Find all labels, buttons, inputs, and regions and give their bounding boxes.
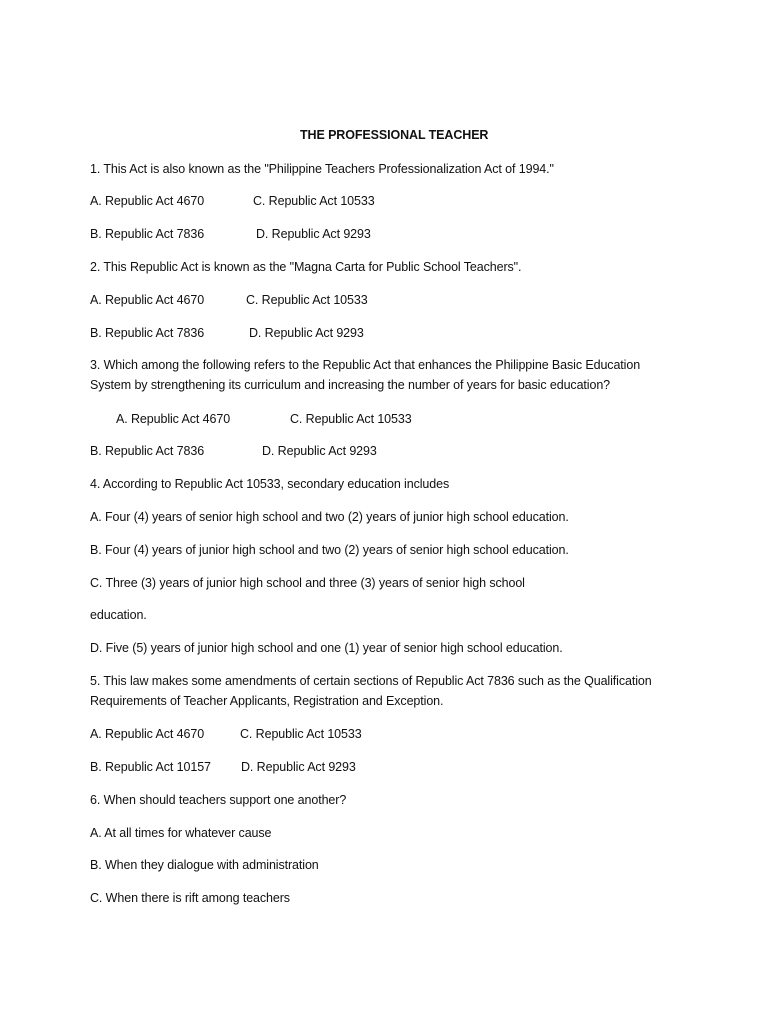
question-4-stem: 4. According to Republic Act 10533, secondary education includes [90,477,450,491]
question-6-stem: 6. When should teachers support one another? [90,793,347,807]
question-3-option-b: B. Republic Act 7836 [90,444,205,458]
question-4-option-d: D. Five (5) years of junior high school and one (1) year of senior high school education. [90,641,563,655]
question-2-option-a: A. Republic Act 4670 [90,293,205,307]
question-2-option-d: D. Republic Act 9293 [249,326,364,340]
document-title: THE PROFESSIONAL TEACHER [300,128,489,142]
question-3-option-c: C. Republic Act 10533 [290,412,412,426]
question-4-option-c-continued: education. [90,608,147,622]
question-3-option-a: A. Republic Act 4670 [116,412,231,426]
question-1-option-d: D. Republic Act 9293 [256,227,371,241]
question-5-option-d: D. Republic Act 9293 [241,760,356,774]
question-6-option-c: C. When there is rift among teachers [90,891,290,905]
question-1-option-c: C. Republic Act 10533 [253,194,375,208]
question-4-option-b: B. Four (4) years of junior high school and two (2) years of senior high school education. [90,543,569,557]
question-3-stem: 3. Which among the following refers to the Republic Act that enhances the Philippine Basic Education System by strengthening its curriculum and increasing the number of years for basic education? [90,358,641,392]
question-4-option-c: C. Three (3) years of junior high school and three (3) years of senior high school [90,576,525,590]
question-2-option-c: C. Republic Act 10533 [246,293,368,307]
question-2-option-b: B. Republic Act 7836 [90,326,205,340]
question-5-option-b: B. Republic Act 10157 [90,760,211,774]
question-1-option-b: B. Republic Act 7836 [90,227,205,241]
question-6-option-a: A. At all times for whatever cause [90,826,272,840]
question-5-stem: 5. This law makes some amendments of certain sections of Republic Act 7836 such as the Qualification Requirements of Teacher Applicants, Registration and Exception. [90,674,652,708]
question-6-option-b: B. When they dialogue with administration [90,858,319,872]
question-1-option-a: A. Republic Act 4670 [90,194,205,208]
question-5-option-a: A. Republic Act 4670 [90,727,205,741]
question-5-option-c: C. Republic Act 10533 [240,727,362,741]
question-3-option-d: D. Republic Act 9293 [262,444,377,458]
question-4-option-a: A. Four (4) years of senior high school and two (2) years of junior high school education. [90,510,569,524]
question-1-stem: 1. This Act is also known as the "Philippine Teachers Professionalization Act of 1994." [90,162,554,176]
question-2-stem: 2. This Republic Act is known as the "Magna Carta for Public School Teachers". [90,260,522,274]
